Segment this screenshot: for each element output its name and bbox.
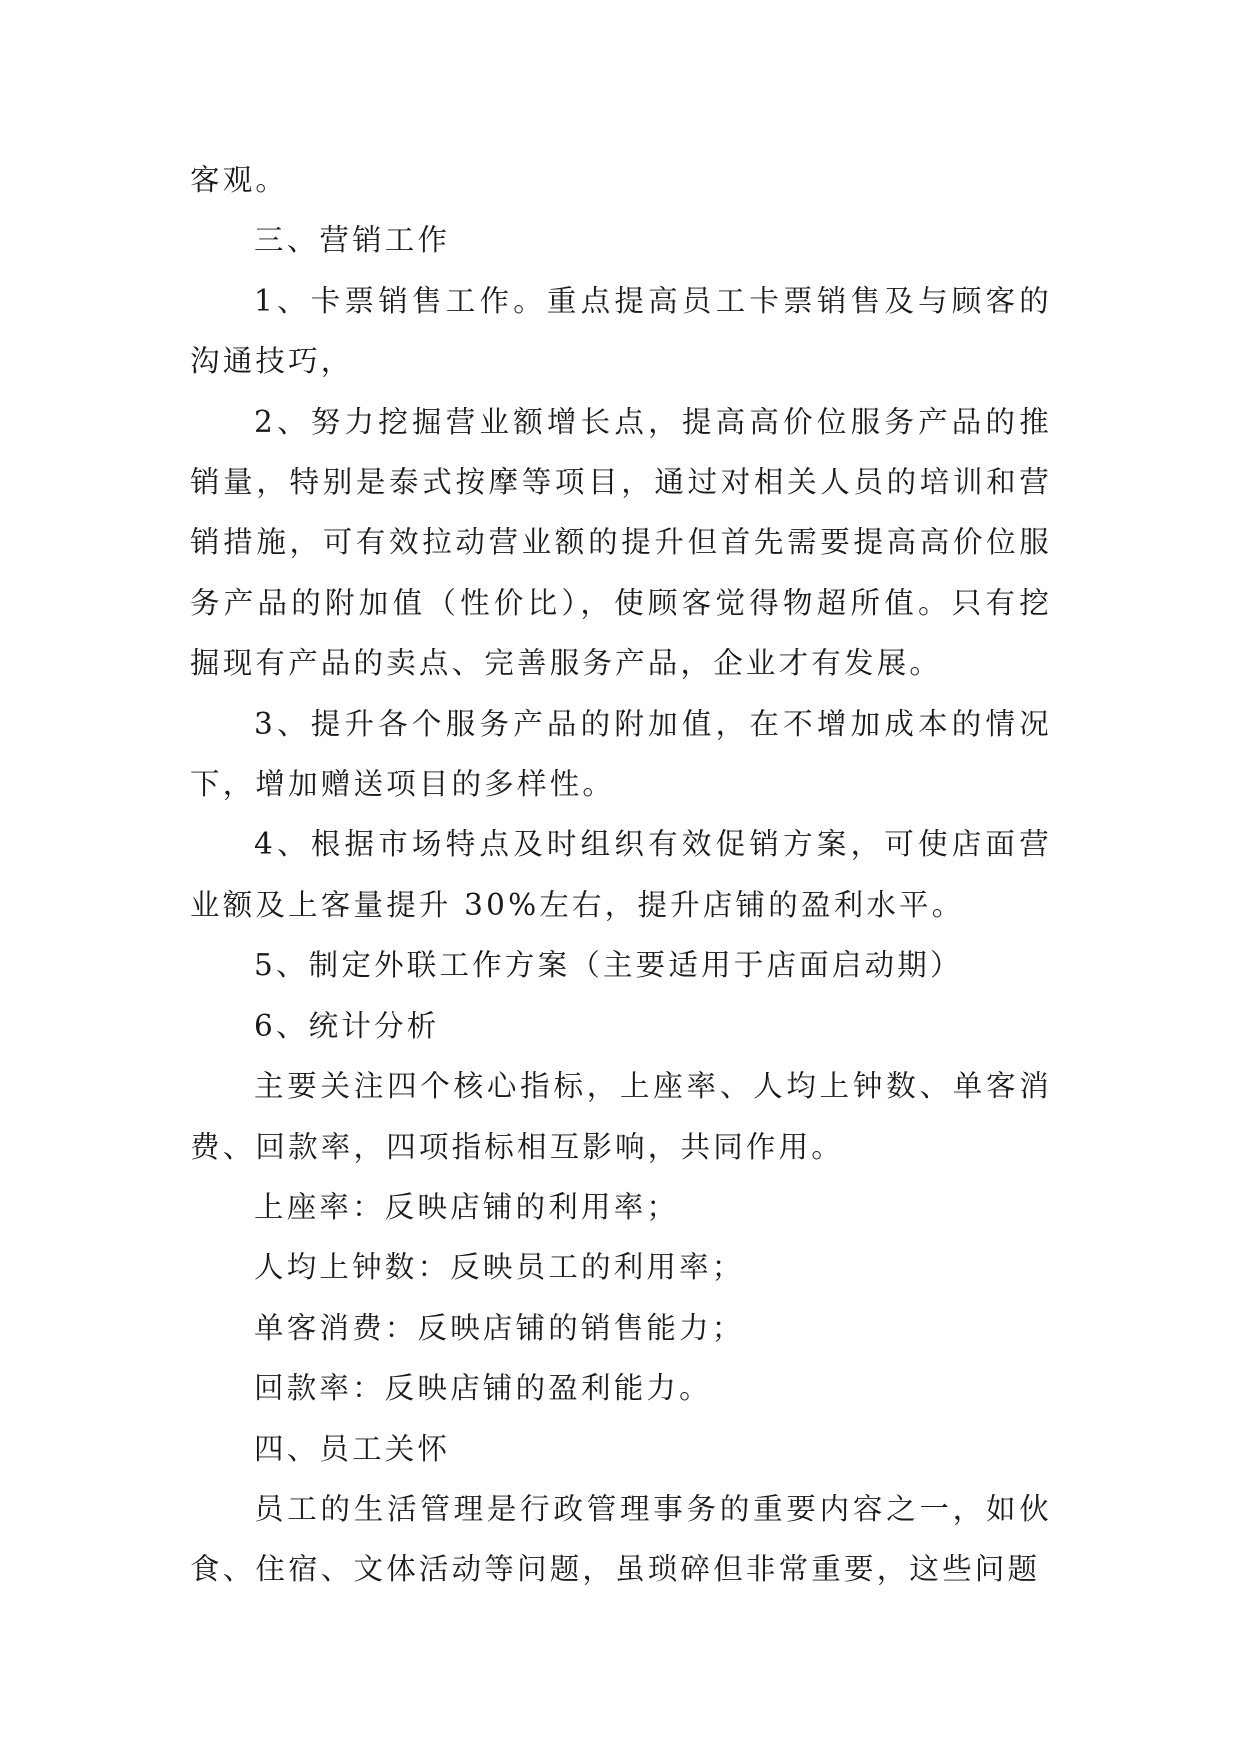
paragraph-statistics-heading: 6、统计分析: [254, 1008, 440, 1043]
paragraph-card-sales: 1、卡票销售工作。重点提高员工卡票销售及与顾客的沟通技巧，: [190, 283, 1052, 379]
document-body: [190, 150, 1052, 1600]
paragraph-per-capita-shifts: 人均上钟数：反映员工的利用率；: [254, 1250, 745, 1285]
paragraph-outreach-plan: 5、制定外联工作方案（主要适用于店面启动期）: [254, 948, 963, 983]
section-heading-staff-care: 四、员工关怀: [254, 1431, 451, 1466]
section-heading-marketing: 三、营销工作: [254, 223, 451, 258]
paragraph-added-value: 3、提升各个服务产品的附加值，在不增加成本的情况下，增加赠送项目的多样性。: [190, 706, 1052, 802]
paragraph-collection-rate: 回款率：反映店铺的盈利能力。: [254, 1371, 712, 1406]
paragraph-occupancy-rate: 上座率：反映店铺的利用率；: [254, 1189, 680, 1224]
paragraph-revenue-growth: 2、努力挖掘营业额增长点，提高高价位服务产品的推销量，特别是泰式按摩等项目，通过对相关人员的培训和营销措施，可有效拉动营业额的提升但首先需要提高高价位服务产品的附加值（性价比），使顾客觉得物超所值。只有挖掘现有产品的卖点、完善服务产品，企业才有发展。: [190, 404, 1052, 681]
paragraph-staff-life-management: 员工的生活管理是行政管理事务的重要内容之一，如伙食、住宿、文体活动等问题，虽琐碎但非常重要，这些问题: [190, 1491, 1052, 1587]
paragraph-continuation: 客观。: [190, 163, 289, 197]
paragraph-promotion-plan: 4、根据市场特点及时组织有效促销方案，可使店面营业额及上客量提升 30%左右，提升店铺的盈利水平。: [190, 827, 1052, 922]
paragraph-per-customer-spend: 单客消费：反映店铺的销售能力；: [254, 1310, 745, 1345]
paragraph-core-indicators: 主要关注四个核心指标，上座率、人均上钟数、单客消费、回款率，四项指标相互影响，共同作用。: [190, 1069, 1052, 1164]
